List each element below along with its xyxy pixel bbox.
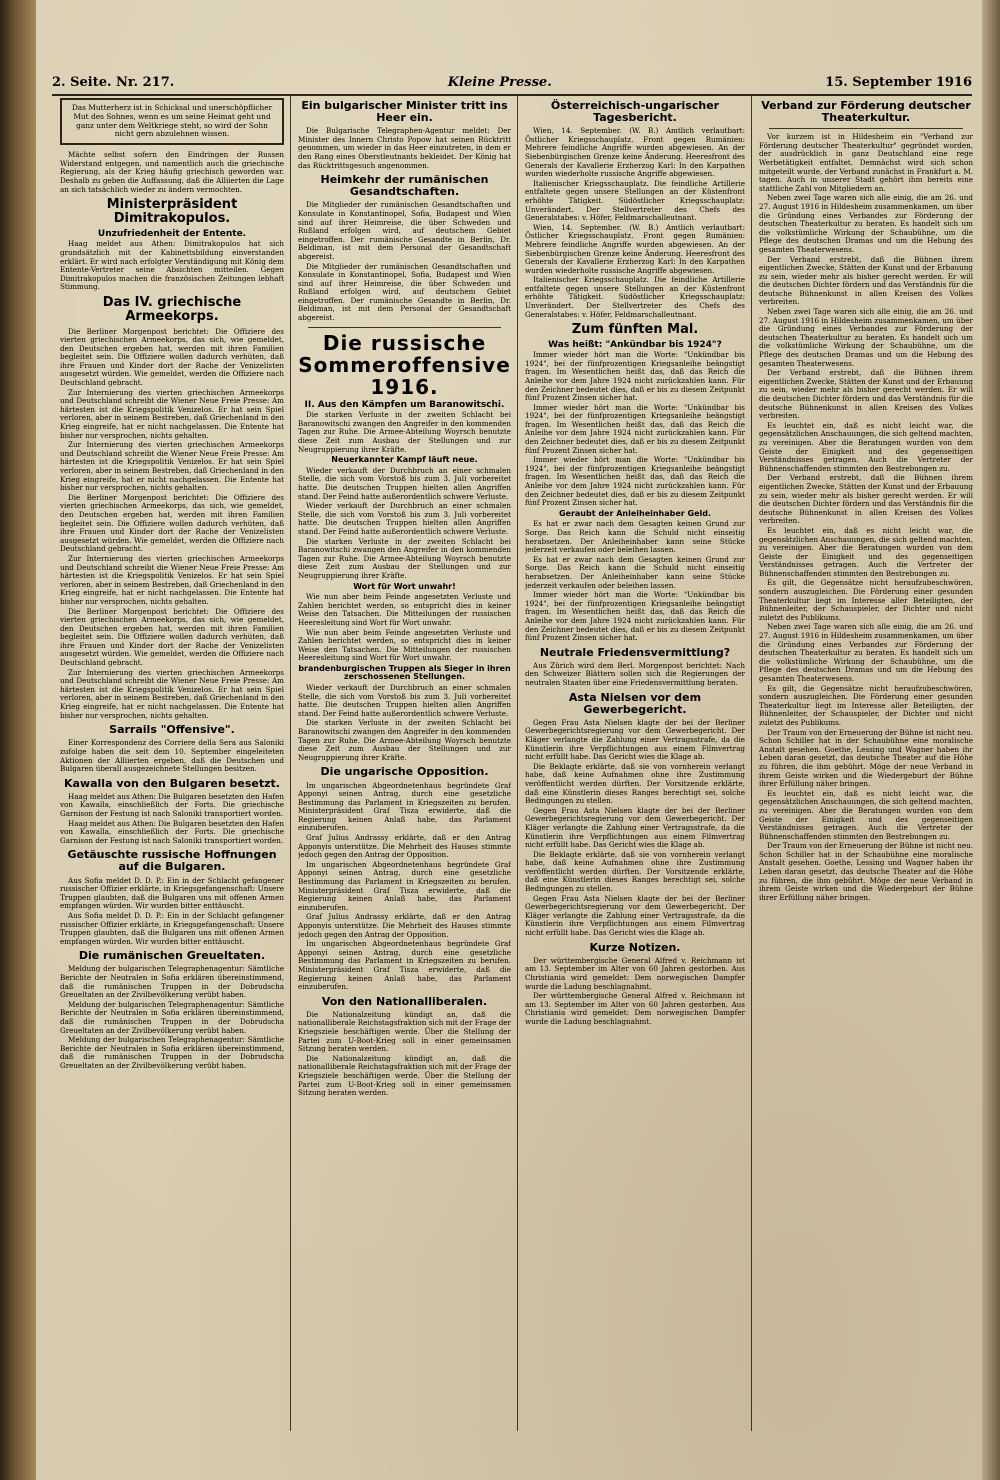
article-text: Wie nun aber beim Feinde angesetzten Verluste und Zahlen berichtet werden, so entspricht dies in keiner Weise den Tatsachen. Die Mitteilungen der russischen Heeresleitung sind Wort für Wort unwahr. xyxy=(298,592,511,627)
article-text: Die Berliner Morgenpost berichtet: Die Offiziere des vierten griechischen Armeekorps, das sich, wie gemeldet, den Deutschen ergeben hat, werden mit ihren Familien begleitet sein. Die Offiziere wollen dadurch verhüten, daß ihre Frauen und Kinder dort der Rache der Venizelisten ausgesetzt würden. Wie gemeldet, werden die Offiziere nach Deutschland gebracht. xyxy=(60,492,284,554)
headline: Von den Nationalliberalen. xyxy=(321,994,488,1008)
article-text: Der Verband erstrebt, daß die Bühnen ihrem eigentlichen Zwecke, Stätten der Kunst und der Erbauung zu sein, wieder mehr als bisher gerecht werden. Er will die deutschen Dichter fördern und das Verständnis für die deutsche Bühnenkunst in allen Kreisen des Volkes verbreiten. xyxy=(759,473,973,526)
column-4 xyxy=(759,96,973,1436)
page-edge xyxy=(982,0,1000,1480)
article-text: Italienischer Kriegsschauplatz. Die feindliche Artillerie entfaltete gegen unsere Stellungen an der Küstenfront erhöhte Tätigkeit. Südöstlicher Kriegsschauplatz: Unverändert. Der Stellvertreter des Chefs des Generalstabes: v. Höfer, Feldmarschalleutnant. xyxy=(525,178,745,223)
article-text: Wieder verkauft der Durchbruch an einer schmalen Stelle, die sich vom Vorstoß bis zum 3. Juli vorbereitet hatte. Die deutschen Truppen hielten allen Angriffen stand. Der Feind hatte außerordentlich schwere Verluste. xyxy=(298,501,511,536)
article-text: Haag meldet aus Athen: Die Bulgaren besetzten den Hafen von Kawalla, einschließlich der Forts. Die griechische Garnison der Festung ist nach Saloniki transportiert worden. xyxy=(60,818,284,845)
article-text: Vor kurzem ist in Hildesheim ein "Verband zur Förderung deutscher Theaterkultur" gegründet worden, der ausdrücklich in ganz Deutschland eine rege Werbetätigkeit entfaltet. Demnächst wird sich schon mitgeteilt wurde, der Verband zunächst in Frankfurt a. M. tagen. Auch in unserer Stadt gehört ihm bereits eine stattliche Zahl von Mitgliedern an. xyxy=(759,132,973,193)
article-text: Im ungarischen Abgeordnetenhaus begründete Graf Apponyi seinen Antrag, durch eine gesetzliche Bestimmung das Parlament in Kriegszeiten zu berufen. Ministerpräsident Graf Tisza erwiderte, daß die Regierung keinen Anlaß habe, das Parlament einzuberufen. xyxy=(298,780,511,833)
article-text: Gegen Frau Asta Nielsen klagte der bei der Berliner Gewerbegerichtsregierung vor dem Gewerbegericht. Der Kläger verlangte die Zahlung einer Vertragsstrafe, da die Künstlerin ihre Verpflichtungen aus einem Filmvertrag nicht erfüllt habe. Das Gericht wies die Klage ab. xyxy=(525,805,745,850)
column-1 xyxy=(60,96,284,1436)
article-text: Haag meldet aus Athen: Dimitrakopulos hat sich grundsätzlich mit der Kabinettsbildung einverstanden erklärt. Er wird nach erfolgter Verständigung mit König dem Entente-Vertreter seine Absichten mitteilen. Gegen Dimitrakopulos machen die französischen Zeitungen lebhaft Stimmung. xyxy=(60,239,284,292)
article-text: Es leuchtet ein, daß es nicht leicht war, die gegensätzlichen Anschauungen, die sich geltend machten, zu vereinigen. Aber die Beratungen wurden von dem Geiste der Einigkeit und des gegenseitigen Verständnisses getragen. Auch die Vertreter der Bühnenschaffenden stimmten den Bestrebungen zu. xyxy=(759,420,973,473)
article-text: Es leuchtet ein, daß es nicht leicht war, die gegensätzlichen Anschauungen, die sich geltend machten, zu vereinigen. Aber die Beratungen wurden von dem Geiste der Einigkeit und des gegenseitigen Verständnisses getragen. Auch die Vertreter der Bühnenschaffenden stimmten den Bestrebungen zu. xyxy=(759,788,973,841)
article-text: Es leuchtet ein, daß es nicht leicht war, die gegensätzlichen Anschauungen, die sich geltend machten, zu vereinigen. Aber die Beratungen wurden von dem Geiste der Einigkeit und des gegenseitigen Verständnisses getragen. Auch die Vertreter der Bühnenschaffenden stimmten den Bestrebungen zu. xyxy=(759,525,973,578)
boxed-notice: Das Mutterherz ist in Schicksal und unerschöpflicher Mut des Sohnes, wenn es um seine Heimat geht und ganz unter dem Weltkriege steht, so wird der Sohn nicht gern abzulehnen wissen. xyxy=(60,98,284,145)
article-text: Der Traum von der Erneuerung der Bühne ist nicht neu. Schon Schiller hat in der Schaubühne eine moralische Anstalt gesehen. Goethe, Lessing und Wagner haben ihr Leben daran gesetzt, das deutsche Theater auf die Höhe zu führen, die ihm gebührt. Möge der neue Verband in ihrem Geiste wirken und die Wiedergeburt der Bühne ihrer Erfüllung näher bringen. xyxy=(759,841,973,902)
article-text: Es gilt, die Gegensätze nicht heraufzubeschwören, sondern auszugleichen. Die Förderung einer gesunden Theaterkultur liegt im Interesse aller Beteiligten, der Bühnenleiter, der Schauspieler, der Dichter und nicht zuletzt des Publikums. xyxy=(759,578,973,622)
article-text: Im ungarischen Abgeordnetenhaus begründete Graf Apponyi seinen Antrag, durch eine gesetzliche Bestimmung das Parlament in Kriegszeiten zu berufen. Ministerpräsident Graf Tisza erwiderte, daß die Regierung keinen Anlaß habe, das Parlament einzuberufen. xyxy=(298,939,511,992)
article-text: Die Berliner Morgenpost berichtet: Die Offiziere des vierten griechischen Armeekorps, das sich, wie gemeldet, den Deutschen ergeben hat, werden mit ihren Familien begleitet sein. Die Offiziere wollen dadurch verhüten, daß ihre Frauen und Kinder dort der Rache der Venizelisten ausgesetzt würden. Wie gemeldet, werden die Offiziere nach Deutschland gebracht. xyxy=(60,326,284,388)
article-text: Meldung der bulgarischen Telegraphenagentur: Sämtliche Berichte der Neutralen in Sofia erklären übereinstimmend, daß die rumänischen Truppen in der Dobrudscha Greueltaten an der Zivilbevölkerung verübt haben. xyxy=(60,1035,284,1070)
subheadline: Unzufriedenheit der Entente. xyxy=(97,228,247,239)
masthead xyxy=(52,70,972,96)
article-text: Zur Internierung des vierten griechischen Armeekorps und Deutschland schreibt die Wiener Neue Freie Presse: Am härtesten ist die Kriegspolitik Venizelos. Er hat sein Spiel verloren, aber in seinem Bestreben, daß Griechenland in den Krieg eingreife, hat er nicht nachgelassen. Die Entente hat bisher nur versprochen, nichts gehalten. xyxy=(60,387,284,440)
article-text: Die starken Verluste in der zweiten Schlacht bei Baranowitschi zwangen den Angreifer in den kommenden Tagen zur Ruhe. Die Armee-Abteilung Woyrsch benutzte diese Zeit zum Ausbau der Stellungen und zur Neugruppierung ihrer Kräfte. xyxy=(298,536,511,580)
article-text: Wien, 14. September. (W. B.) Amtlich verlautbart: Östlicher Kriegsschauplatz. Front gegen Rumänien: Mehrere feindliche Angriffe wurden abgewiesen. An der Siebenbürgischen Grenze keine Änderung. Heeresfront des Generals der Kavallerie Erzherzog Karl: In den Karpathen wurden wiederholte russische Angriffe abgewiesen. xyxy=(525,222,745,275)
headline: Zum fünften Mal. xyxy=(571,322,699,338)
headline: Heimkehr der rumänischen Gesandtschaften. xyxy=(320,173,489,199)
headline: Asta Nielsen vor dem Gewerbegericht. xyxy=(568,690,702,716)
article-text: Immer wieder hört man die Worte: "Unkündbar bis 1924", bei der fünfprozentigen Kriegsanleihe beängstigt fragen. Im Wesentlichen heißt das, daß das Reich die Anleihe vor dem Jahre 1924 nicht zurückzahlen kann. Für den Zeichner bedeutet dies, daß er bis zu diesem Zeitpunkt fünf Prozent Zinsen sicher hat. xyxy=(525,590,745,643)
article-text: Wien, 14. September. (W. B.) Amtlich verlautbart: Östlicher Kriegsschauplatz. Front gegen Rumänien: Mehrere feindliche Angriffe wurden abgewiesen. An der Siebenbürgischen Grenze keine Änderung. Heeresfront des Generals der Kavallerie Erzherzog Karl: In den Karpathen wurden wiederholte russische Angriffe abgewiesen. xyxy=(525,126,745,179)
headline: Ein bulgarischer Minister tritt ins Heer ein. xyxy=(301,99,508,125)
article-text: Gegen Frau Asta Nielsen klagte der bei der Berliner Gewerbegerichtsregierung vor dem Gewerbegericht. Der Kläger verlangte die Zahlung einer Vertragsstrafe, da die Künstlerin ihre Verpflichtungen aus einem Filmvertrag nicht erfüllt habe. Das Gericht wies die Klage ab. xyxy=(525,893,745,938)
article-text: Der Verband erstrebt, daß die Bühnen ihrem eigentlichen Zwecke, Stätten der Kunst und der Erbauung zu sein, wieder mehr als bisher gerecht werden. Er will die deutschen Dichter fördern und das Verständnis für die deutsche Bühnenkunst in allen Kreisen des Volkes verbreiten. xyxy=(759,368,973,421)
headline: Ministerpräsident Dimitrakopulos. xyxy=(106,197,238,227)
headline: Verband zur Förderung deutscher Theaterkultur. xyxy=(761,99,971,125)
subheadline: II. Aus den Kämpfen um Baranowitschi. xyxy=(304,399,505,410)
book-binding xyxy=(0,0,36,1480)
article-text: Es hat er zwar nach dem Gesagten keinen Grund zur Sorge. Das Reich kann die Schuld nicht einseitig herabsetzen. Der Anleiheinhaber kann seine Stücke jederzeit verkaufen oder beleihen lassen. xyxy=(525,554,745,590)
headline: Österreichisch-ungarischer Tagesbericht. xyxy=(550,99,720,125)
column-rule xyxy=(517,96,518,1431)
article-text: Gegen Frau Asta Nielsen klagte der bei der Berliner Gewerbegerichtsregierung vor dem Gewerbegericht. Der Kläger verlangte die Zahlung einer Vertragsstrafe, da die Künstlerin ihre Verpflichtungen aus einem Filmvertrag nicht erfüllt habe. Das Gericht wies die Klage ab. xyxy=(525,717,745,762)
article-text: Der württembergische General Alfred v. Reichmann ist am 13. September im Alter von 60 Jahren gestorben. Aus Christiania wird gemeldet: Dem norwegischen Dampfer wurde die Ladung beschlagnahmt. xyxy=(525,955,745,991)
article-text: Die Nationalzeitung kündigt an, daß die nationalliberale Reichstagsfraktion sich mit der Frage der Kriegsziele beschäftigen werde. Über die Stellung der Partei zum U-Boot-Krieg soll in einer gemeinsamen Sitzung beraten werden. xyxy=(298,1009,511,1054)
article-text: Die Mitglieder der rumänischen Gesandtschaften und Konsulate in Konstantinopel, Sofia, Budapest und Wien sind auf ihrer Heimreise, die über Schweden und Rußland erfolgen wird, auf deutschem Gebiet eingetroffen. Der rumänische Gesandte in Berlin, Dr. Beldiman, ist mit dem Personal der Gesandtschaft abgereist. xyxy=(298,261,511,323)
article-text: Neben zwei Tage waren sich alle einig, die am 26. und 27. August 1916 in Hildesheim zusammenkamen, um über die Gründung eines Verbandes zur Förderung der deutschen Theaterkultur zu beraten. Es handelt sich um die volkstümliche Wirkung der Schaubühne, um die Pflege des deutschen Dramas und um die Hebung des gesamten Theaterwesens. xyxy=(759,307,973,368)
article-text: Die Mitglieder der rumänischen Gesandtschaften und Konsulate in Konstantinopel, Sofia, Budapest und Wien sind auf ihrer Heimreise, die über Schweden und Rußland erfolgen wird, auf deutschem Gebiet eingetroffen. Der rumänische Gesandte in Berlin, Dr. Beldiman, ist mit dem Personal der Gesandtschaft abgereist. xyxy=(298,200,511,261)
article-text: Es hat er zwar nach dem Gesagten keinen Grund zur Sorge. Das Reich kann die Schuld nicht einseitig herabsetzen. Der Anleiheinhaber kann seine Stücke jederzeit verkaufen oder beleihen lassen. xyxy=(525,519,745,555)
article-text: Die starken Verluste in der zweiten Schlacht bei Baranowitschi zwangen den Angreifer in den kommenden Tagen zur Ruhe. Die Armee-Abteilung Woyrsch benutzte diese Zeit zum Ausbau der Stellungen und zur Neugruppierung ihrer Kräfte. xyxy=(298,410,511,454)
article-text: Aus Sofia meldet D. D. P.: Ein in der Schlacht gefangener russischer Offizier erklärte, in Kriegsgefangenschaft: Unsere Truppen glaubten, daß die Bulgaren uns mit offenen Armen empfangen würden. Wir wurden bitter enttäuscht. xyxy=(60,875,284,911)
article-text: Italienischer Kriegsschauplatz. Die feindliche Artillerie entfaltete gegen unsere Stellungen an der Küstenfront erhöhte Tätigkeit. Südöstlicher Kriegsschauplatz: Unverändert. Der Stellvertreter des Chefs des Generalstabes: v. Höfer, Feldmarschalleutnant. xyxy=(525,275,745,319)
column-2 xyxy=(298,96,511,1436)
article-text: Wie nun aber beim Feinde angesetzten Verluste und Zahlen berichtet werden, so entspricht dies in keiner Weise den Tatsachen. Die Mitteilungen der russischen Heeresleitung sind Wort für Wort unwahr. xyxy=(298,627,511,663)
article-text: Aus Sofia meldet D. D. P.: Ein in der Schlacht gefangener russischer Offizier erklärte, in Kriegsgefangenschaft: Unsere Truppen glaubten, daß die Bulgaren uns mit offenen Armen empfangen würden. Wir wurden bitter enttäuscht. xyxy=(60,910,284,946)
article-text: Es gilt, die Gegensätze nicht heraufzubeschwören, sondern auszugleichen. Die Förderung einer gesunden Theaterkultur liegt im Interesse aller Beteiligten, der Bühnenleiter, der Schauspieler, der Dichter und nicht zuletzt des Publikums. xyxy=(759,683,973,727)
article-text: Im ungarischen Abgeordnetenhaus begründete Graf Apponyi seinen Antrag, durch eine gesetzliche Bestimmung das Parlament in Kriegszeiten zu berufen. Ministerpräsident Graf Tisza erwiderte, daß die Regierung keinen Anlaß habe, das Parlament einzuberufen. xyxy=(298,859,511,912)
headline: Getäuschte russische Hoffnungen auf die Bulgaren. xyxy=(67,848,277,874)
subheadline: brandenburgischen Truppen als Sieger in ihren zerschossenen Stellungen. xyxy=(298,663,511,682)
article-text: Die Beklagte erklärte, daß sie von vornherein verlangt habe, daß keine Aufnahmen ohne ihre Zustimmung veröffentlicht werden dürften. Der Vorsitzende erklärte, daß eine Künstlerin dieses Ranges berechtigt sei, solche Bedingungen zu stellen. xyxy=(525,761,745,806)
headline: Die rumänischen Greueltaten. xyxy=(78,949,266,963)
article-text: Meldung der bulgarischen Telegraphenagentur: Sämtliche Berichte der Neutralen in Sofia erklären übereinstimmend, daß die rumänischen Truppen in der Dobrudscha Greueltaten an der Zivilbevölkerung verübt haben. xyxy=(60,999,284,1035)
article-text: Die Beklagte erklärte, daß sie von vornherein verlangt habe, daß keine Aufnahmen ohne ihre Zustimmung veröffentlicht werden dürften. Der Vorsitzende erklärte, daß eine Künstlerin dieses Ranges berechtigt sei, solche Bedingungen zu stellen. xyxy=(525,849,745,894)
article-text: Die Berliner Morgenpost berichtet: Die Offiziere des vierten griechischen Armeekorps, das sich, wie gemeldet, den Deutschen ergeben hat, werden mit ihren Familien begleitet sein. Die Offiziere wollen dadurch verhüten, daß ihre Frauen und Kinder dort der Rache der Venizelisten ausgesetzt würden. Wie gemeldet, werden die Offiziere nach Deutschland gebracht. xyxy=(60,606,284,668)
column-3 xyxy=(525,96,745,1436)
subheadline: Neuerkannter Kampf läuft neue. xyxy=(331,455,478,465)
headline: Das IV. griechische Armeekorps. xyxy=(102,294,242,325)
subheadline: Geraubt der Anleiheinhaber Geld. xyxy=(558,508,712,518)
column-rule xyxy=(751,96,752,1431)
article-text: Die Nationalzeitung kündigt an, daß die nationalliberale Reichstagsfraktion sich mit der Frage der Kriegsziele beschäftigen werde. Über die Stellung der Partei zum U-Boot-Krieg soll in einer gemeinsamen Sitzung beraten werden. xyxy=(298,1053,511,1098)
headline: Neutrale Friedensvermittlung? xyxy=(539,645,731,659)
article-text: Die Bulgarische Telegraphen-Agentur meldet: Der Minister des Innern Christo Popow hat seinen Rücktritt genommen, um wieder in das Heer einzutreten, in dem er den Rang eines Oberstleutnants bekleidet. Der König hat das Rücktrittsgesuch angenommen. xyxy=(298,126,511,170)
article-text: Zur Internierung des vierten griechischen Armeekorps und Deutschland schreibt die Wiener Neue Freie Presse: Am härtesten ist die Kriegspolitik Venizelos. Er hat sein Spiel verloren, aber in seinem Bestreben, daß Griechenland in den Krieg eingreife, hat er nicht nachgelassen. Die Entente hat bisher nur versprochen, nichts gehalten. xyxy=(60,553,284,606)
divider xyxy=(308,327,501,328)
column-rule xyxy=(290,96,291,1431)
article-text: Haag meldet aus Athen: Die Bulgaren besetzten den Hafen von Kawalla, einschließlich der Forts. Die griechische Garnison der Festung ist nach Saloniki transportiert worden. xyxy=(60,791,284,818)
article-text: Einer Korrespondenz des Corriere della Sera aus Saloniki zufolge haben die seit dem 10. September eingeleiteten Aktionen der Alliierten ergeben, daß die Deutschen und Bulgaren überall ausgezeichnete Stellungen besitzen. xyxy=(60,738,284,774)
article-text: Immer wieder hört man die Worte: "Unkündbar bis 1924", bei der fünfprozentigen Kriegsanleihe beängstigt fragen. Im Wesentlichen heißt das, daß das Reich die Anleihe vor dem Jahre 1924 nicht zurückzahlen kann. Für den Zeichner bedeutet dies, daß er bis zu diesem Zeitpunkt fünf Prozent Zinsen sicher hat. xyxy=(525,455,745,508)
article-text: Der Traum von der Erneuerung der Bühne ist nicht neu. Schon Schiller hat in der Schaubühne eine moralische Anstalt gesehen. Goethe, Lessing und Wagner haben ihr Leben daran gesetzt, das deutsche Theater auf die Höhe zu führen, die ihm gebührt. Möge der neue Verband in ihrem Geiste wirken und die Wiedergeburt der Bühne ihrer Erfüllung näher bringen. xyxy=(759,727,973,789)
headline: Kawalla von den Bulgaren besetzt. xyxy=(64,776,280,790)
subheadline: Wort für Wort unwahr! xyxy=(353,581,456,591)
article-text: Die starken Verluste in der zweiten Schlacht bei Baranowitschi zwangen den Angreifer in den kommenden Tagen zur Ruhe. Die Armee-Abteilung Woyrsch benutzte diese Zeit zum Ausbau der Stellungen und zur Neugruppierung ihrer Kräfte. xyxy=(298,718,511,762)
article-text: Immer wieder hört man die Worte: "Unkündbar bis 1924", bei der fünfprozentigen Kriegsanleihe beängstigt fragen. Im Wesentlichen heißt das, daß das Reich die Anleihe vor dem Jahre 1924 nicht zurückzahlen kann. Für den Zeichner bedeutet dies, daß er bis zu diesem Zeitpunkt fünf Prozent Zinsen sicher hat. xyxy=(525,350,745,403)
article-text: Der Verband erstrebt, daß die Bühnen ihrem eigentlichen Zwecke, Stätten der Kunst und der Erbauung zu sein, wieder mehr als bisher gerecht werden. Er will die deutschen Dichter fördern und das Verständnis für die deutsche Bühnenkunst in allen Kreisen des Volkes verbreiten. xyxy=(759,254,973,307)
headline: Sarrails "Offensive". xyxy=(109,723,235,737)
article-text: Neben zwei Tage waren sich alle einig, die am 26. und 27. August 1916 in Hildesheim zusammenkamen, um über die Gründung eines Verbandes zur Förderung der deutschen Theaterkultur zu beraten. Es handelt sich um die volkstümliche Wirkung der Schaubühne, um die Pflege des deutschen Dramas und um die Hebung des gesamten Theaterwesens. xyxy=(759,622,973,683)
article-text: Wieder verkauft der Durchbruch an einer schmalen Stelle, die sich vom Vorstoß bis zum 3. Juli vorbereitet hatte. Die deutschen Truppen hielten allen Angriffen stand. Der Feind hatte außerordentlich schwere Verluste. xyxy=(298,683,511,718)
article-text: Immer wieder hört man die Worte: "Unkündbar bis 1924", bei der fünfprozentigen Kriegsanleihe beängstigt fragen. Im Wesentlichen heißt das, daß das Reich die Anleihe vor dem Jahre 1924 nicht zurückzahlen kann. Für den Zeichner bedeutet dies, daß er bis zu diesem Zeitpunkt fünf Prozent Zinsen sicher hat. xyxy=(525,402,745,455)
article-text: Zur Internierung des vierten griechischen Armeekorps und Deutschland schreibt die Wiener Neue Freie Presse: Am härtesten ist die Kriegspolitik Venizelos. Er hat sein Spiel verloren, aber in seinem Bestreben, daß Griechenland in den Krieg eingreife, hat er nicht nachgelassen. Die Entente hat bisher nur versprochen, nichts gehalten. xyxy=(60,440,284,493)
headline: Die russische Sommeroffensive 1916. xyxy=(298,330,511,399)
headline: Kurze Notizen. xyxy=(589,940,681,954)
issue-date: 15. September 1916 xyxy=(825,74,972,90)
subheadline: Was heißt: "Ankündbar bis 1924"? xyxy=(548,339,722,350)
article-text: Graf Julius Andrassy erklärte, daß er den Antrag Apponyis unterstütze. Die Mehrheit des Hauses stimmte jedoch gegen den Antrag der Opposition. xyxy=(298,912,511,939)
article-text: Neben zwei Tage waren sich alle einig, die am 26. und 27. August 1916 in Hildesheim zusammenkamen, um über die Gründung eines Verbandes zur Förderung der deutschen Theaterkultur zu beraten. Es handelt sich um die volkstümliche Wirkung der Schaubühne, um die Pflege des deutschen Dramas und um die Hebung des gesamten Theaterwesens. xyxy=(759,193,973,254)
article-text: Der württembergische General Alfred v. Reichmann ist am 13. September im Alter von 60 Jahren gestorben. Aus Christiania wird gemeldet: Dem norwegischen Dampfer wurde die Ladung beschlagnahmt. xyxy=(525,991,745,1026)
article-text: Graf Julius Andrassy erklärte, daß er den Antrag Apponyis unterstütze. Die Mehrheit des Hauses stimmte jedoch gegen den Antrag der Opposition. xyxy=(298,833,511,860)
article-text: Zur Internierung des vierten griechischen Armeekorps und Deutschland schreibt die Wiener Neue Freie Presse: Am härtesten ist die Kriegspolitik Venizelos. Er hat sein Spiel verloren, aber in seinem Bestreben, daß Griechenland in den Krieg eingreife, hat er nicht nachgelassen. Die Entente hat bisher nur versprochen, nichts gehalten. xyxy=(60,667,284,720)
divider xyxy=(769,128,963,129)
newspaper-title: Kleine Presse. xyxy=(447,74,552,90)
page-number: 2. Seite. Nr. 217. xyxy=(52,74,175,90)
article-text: Mächte selbst sofern den Eindringen der Russen Widerstand entgegen, und namentlich auch die griechische Regierung, als der Krieg häufig griechisch geworden war. Deshalb zu geben die Auffassung, daß die Alliierten die Lage an sich tatsächlich wieder zu ändern vermochten. xyxy=(60,150,284,194)
article-text: Meldung der bulgarischen Telegraphenagentur: Sämtliche Berichte der Neutralen in Sofia erklären übereinstimmend, daß die rumänischen Truppen in der Dobrudscha Greueltaten an der Zivilbevölkerung verübt haben. xyxy=(60,964,284,1000)
headline: Die ungarische Opposition. xyxy=(320,765,489,779)
article-text: Wieder verkauft der Durchbruch an einer schmalen Stelle, die sich vom Vorstoß bis zum 3. Juli vorbereitet hatte. Die deutschen Truppen hielten allen Angriffen stand. Der Feind hatte außerordentlich schwere Verluste. xyxy=(298,465,511,501)
article-text: Aus Zürich wird dem Berl. Morgenpost berichtet: Nach den Schweizer Blättern sollen sich die Regierungen der neutralen Staaten über eine Friedensvermittlung beraten. xyxy=(525,660,745,688)
